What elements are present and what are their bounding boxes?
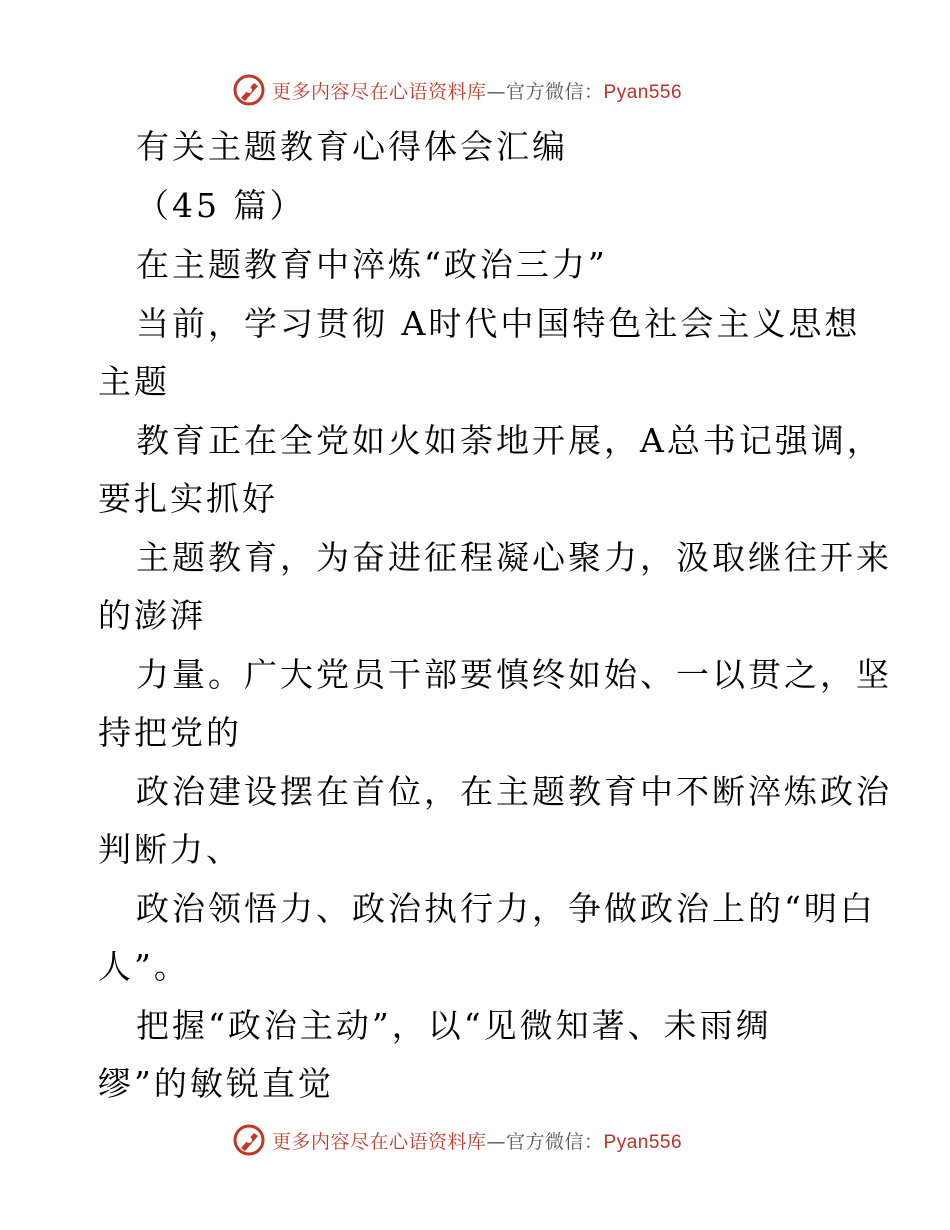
banner-text — [272, 77, 682, 104]
paragraph-line: 教育正在全党如火如荼地开展，A总书记强调， — [136, 421, 883, 460]
paragraph-line: 持把党的 — [98, 713, 242, 752]
banner-wx-label: 官方微信： — [506, 80, 604, 103]
footer-banner — [232, 1122, 752, 1158]
banner-wx-label: 官方微信： — [506, 1130, 604, 1153]
paragraph-line: 要扎实抓好 — [98, 479, 278, 518]
paragraph-line: 当前，学习贯彻 A时代中国特色社会主义思想 — [136, 304, 861, 343]
paragraph-line: 主题教育，为奋进征程凝心聚力，汲取继往开来 — [136, 538, 892, 577]
section-heading: 在主题教育中淬炼“政治三力” — [136, 245, 608, 284]
banner-dash: — — [486, 1130, 507, 1153]
paragraph-line: 力量。广大党员干部要慎终如始、一以贯之，坚 — [136, 655, 892, 694]
banner-main-text: 更多内容尽在心语资料库 — [272, 80, 487, 103]
paragraph-line: 人”。 — [98, 947, 190, 986]
paragraph-line: 把握“政治主动”，以“见微知著、未雨绸 — [136, 1006, 772, 1045]
header-banner — [232, 72, 752, 108]
paragraph-line: 主题 — [98, 362, 170, 401]
banner-dash: — — [486, 80, 507, 103]
paragraph-line: 判断力、 — [98, 830, 242, 869]
document-subtitle: （45 篇） — [136, 186, 306, 225]
banner-main-text: 更多内容尽在心语资料库 — [272, 1130, 487, 1153]
document-title: 有关主题教育心得体会汇编 — [136, 127, 568, 166]
banner-text — [272, 1127, 682, 1154]
banner-wx-id: Pyan556 — [603, 1131, 683, 1153]
pen-circle-logo-icon — [232, 73, 266, 107]
paragraph-line: 的澎湃 — [98, 596, 206, 635]
paragraph-line: 政治建设摆在首位，在主题教育中不断淬炼政治 — [136, 772, 892, 811]
pen-circle-logo-icon — [232, 1123, 266, 1157]
paragraph-line: 政治领悟力、政治执行力，争做政治上的“明白 — [136, 889, 876, 928]
banner-wx-id: Pyan556 — [603, 81, 683, 103]
paragraph-line: 缪”的敏锐直觉 — [98, 1064, 334, 1103]
